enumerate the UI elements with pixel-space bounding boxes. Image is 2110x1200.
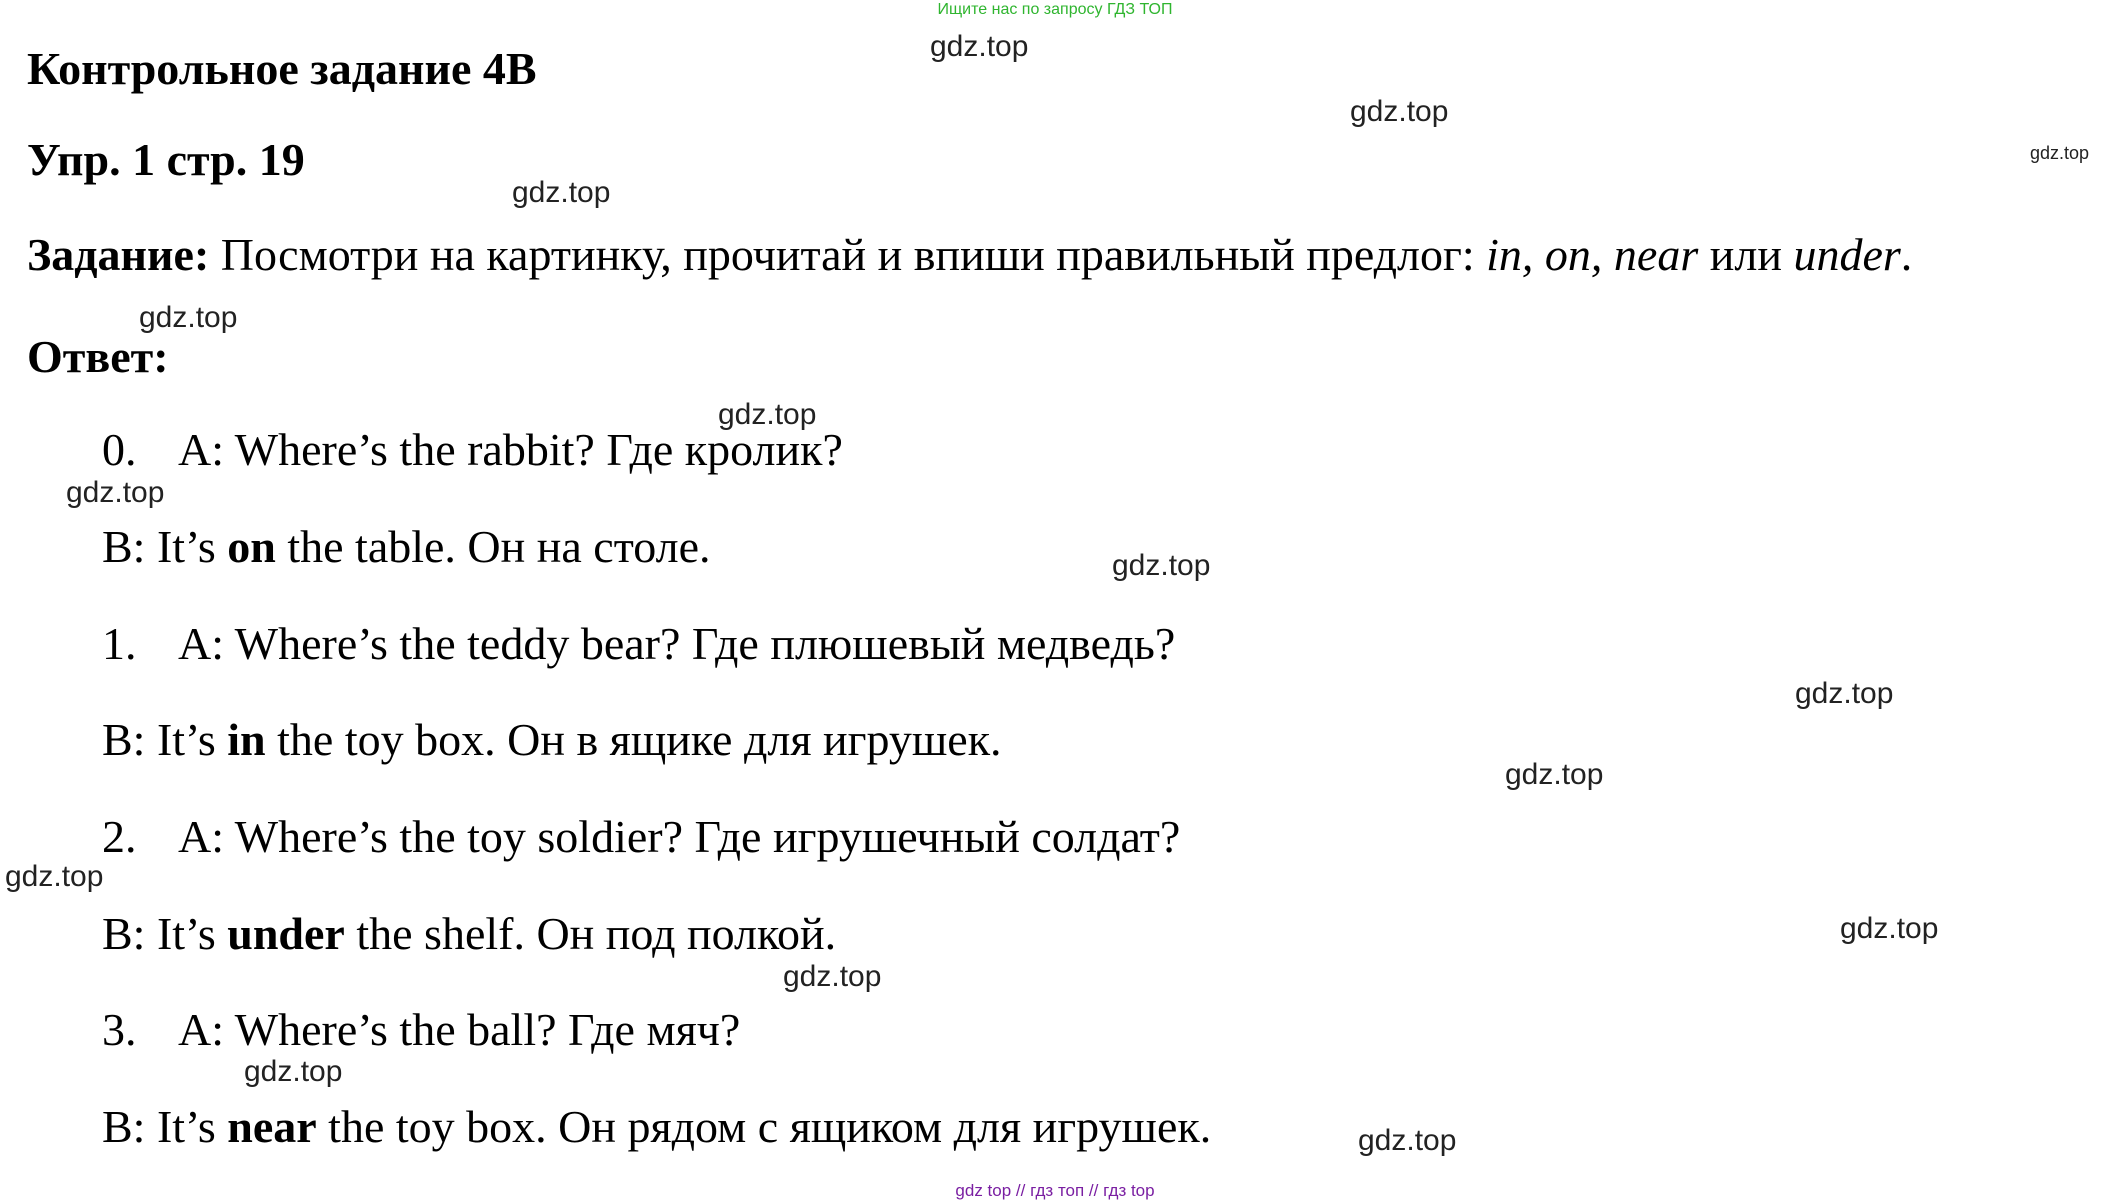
item-number: 3. — [102, 1004, 137, 1055]
question-line — [102, 810, 1180, 863]
task-text — [27, 228, 1912, 281]
answer-prefix: B: It’s — [102, 908, 228, 959]
watermark: gdz.top — [66, 476, 165, 509]
task-label: Задание: — [27, 229, 210, 280]
question-text: A: Where’s the toy soldier? Где игрушечный солдат? — [178, 811, 1181, 862]
answer-suffix: the toy box. Он в ящике для игрушек. — [265, 714, 1002, 765]
watermark: gdz.top — [244, 1055, 343, 1088]
answer-suffix: the toy box. Он рядом с ящиком для игрушек. — [316, 1101, 1212, 1152]
item-number: 2. — [102, 811, 137, 862]
watermark: gdz.top — [5, 860, 104, 893]
task-or: или — [1698, 229, 1794, 280]
question-line — [102, 617, 1175, 670]
answer-preposition: near — [227, 1101, 317, 1152]
task-last-option: under — [1793, 229, 1901, 280]
watermark: gdz.top — [1358, 1124, 1457, 1157]
watermark: gdz.top — [139, 301, 238, 334]
search-banner: Ищите нас по запросу ГДЗ ТОП — [937, 1, 1173, 18]
watermark: gdz.top — [1112, 549, 1211, 582]
task-end: . — [1900, 229, 1913, 280]
watermark: gdz.top — [783, 960, 882, 993]
answer-preposition: under — [227, 908, 345, 959]
watermark: gdz.top — [718, 398, 817, 431]
exercise-heading: Упр. 1 стр. 19 — [27, 134, 305, 185]
answer-prefix: B: It’s — [102, 714, 228, 765]
answer-suffix: the table. Он на столе. — [275, 521, 711, 572]
answer-line — [102, 1100, 1211, 1153]
watermark: gdz.top — [1840, 912, 1939, 945]
answer-line — [102, 713, 1002, 766]
answer-suffix: the shelf. Он под полкой. — [344, 908, 837, 959]
answer-preposition: on — [227, 521, 276, 572]
answer-line — [102, 907, 836, 960]
watermark: gdz.top — [1350, 95, 1449, 128]
answer-prefix: B: It’s — [102, 1101, 228, 1152]
answer-line — [102, 520, 711, 573]
watermark: gdz.top — [1505, 758, 1604, 791]
task-options: in, on, near — [1486, 229, 1699, 280]
footer-links: gdz top // гдз топ // гдз top — [955, 1181, 1155, 1200]
item-number: 1. — [102, 618, 137, 669]
watermark: gdz.top — [2030, 143, 2090, 163]
item-number: 0. — [102, 424, 137, 475]
page-title: Контрольное задание 4В — [27, 43, 537, 94]
answer-label: Ответ: — [27, 331, 169, 382]
task-body: Посмотри на картинку, прочитай и впиши правильный предлог: — [209, 229, 1487, 280]
question-text: A: Where’s the rabbit? Где кролик? — [178, 424, 843, 475]
answer-preposition: in — [227, 714, 266, 765]
watermark: gdz.top — [512, 176, 611, 209]
watermark: gdz.top — [1795, 677, 1894, 710]
question-text: A: Where’s the ball? Где мяч? — [178, 1004, 741, 1055]
question-line — [102, 1003, 740, 1056]
answer-prefix: B: It’s — [102, 521, 228, 572]
question-text: A: Where’s the teddy bear? Где плюшевый медведь? — [178, 618, 1176, 669]
watermark: gdz.top — [930, 30, 1029, 63]
